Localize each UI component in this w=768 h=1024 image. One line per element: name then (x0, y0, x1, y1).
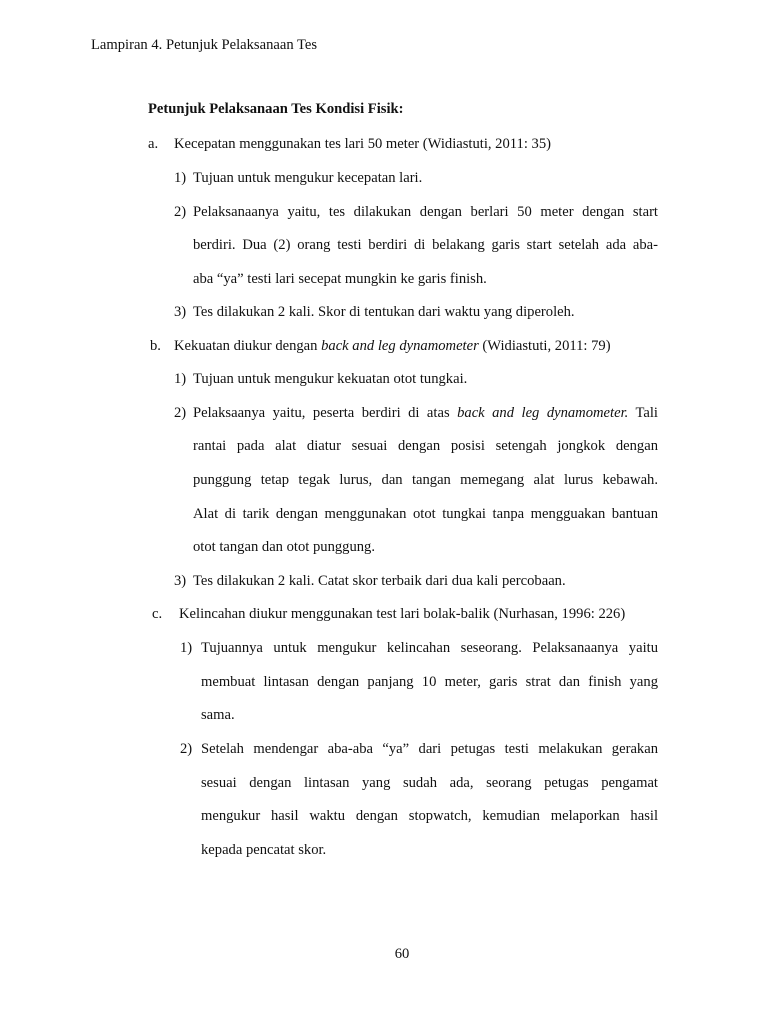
c-item-1-line-3: sama. (201, 707, 235, 723)
c-item-2-line-3: mengukur hasil waktu dengan stopwatch, kemudian melaporkan hasil (201, 808, 658, 824)
b-item-2-line-1-pre: Pelaksaanya yaitu, peserta berdiri di atas (193, 405, 458, 421)
section-b-heading (174, 337, 611, 355)
b-item-3-line: Tes dilakukan 2 kali. Catat skor terbaik dari dua kali percobaan. (193, 573, 566, 589)
c-item-1-marker: 1) (180, 640, 193, 656)
section-a-heading: Kecepatan menggunakan tes lari 50 meter (Widiastuti, 2011: 35) (174, 136, 551, 152)
section-b-marker: b. (150, 338, 161, 354)
b-item-1-marker: 1) (174, 371, 187, 387)
c-item-1-line-2: membuat lintasan dengan panjang 10 meter, garis strat dan finish yang (201, 674, 658, 690)
a-item-3-line: Tes dilakukan 2 kali. Skor di tentukan dari waktu yang diperoleh. (193, 304, 575, 320)
a-item-2-line-2: berdiri. Dua (2) orang testi berdiri di belakang garis start setelah ada aba- (193, 237, 658, 253)
b-item-2-line-3: punggung tetap tegak lurus, dan tangan memegang alat lurus kebawah. (193, 472, 658, 488)
b-item-2-line-5: otot tangan dan otot punggung. (193, 539, 375, 555)
a-item-2-line-1: Pelaksanaanya yaitu, tes dilakukan dengan berlari 50 meter dengan start (193, 204, 658, 220)
b-item-2-line-4: Alat di tarik dengan menggunakan otot tungkai tanpa mengguakan bantuan (193, 506, 658, 522)
b-item-2-line-1-em: back and leg dynamometer. (457, 405, 629, 421)
section-a-marker: a. (148, 136, 159, 152)
c-item-2-line-4: kepada pencatat skor. (201, 842, 327, 858)
section-b-heading-em: back and leg dynamometer (321, 338, 479, 354)
section-c-marker: c. (152, 606, 163, 622)
section-b-heading-pre: Kekuatan diukur dengan (174, 338, 322, 354)
page-number: 60 (394, 946, 410, 962)
c-item-2-line-2: sesuai dengan lintasan yang sudah ada, seorang petugas pengamat (201, 775, 658, 791)
section-title: Petunjuk Pelaksanaan Tes Kondisi Fisik: (148, 101, 404, 117)
a-item-3-marker: 3) (174, 304, 187, 320)
c-item-2-marker: 2) (180, 741, 193, 757)
c-item-2-line-1: Setelah mendengar aba-aba “ya” dari petugas testi melakukan gerakan (201, 741, 658, 757)
a-item-1-marker: 1) (174, 170, 187, 186)
b-item-1-line: Tujuan untuk mengukur kekuatan otot tungkai. (193, 371, 468, 387)
b-item-2-line-1 (193, 404, 658, 422)
b-item-2-line-2: rantai pada alat diatur sesuai dengan posisi setengah jongkok dengan (193, 438, 658, 454)
b-item-3-marker: 3) (174, 573, 187, 589)
b-item-2-line-1-post: Tali (628, 405, 658, 421)
b-item-2-marker: 2) (174, 405, 187, 421)
c-item-1-line-1: Tujuannya untuk mengukur kelincahan seseorang. Pelaksanaanya yaitu (201, 640, 658, 656)
a-item-1-line: Tujuan untuk mengukur kecepatan lari. (193, 170, 423, 186)
section-c-heading: Kelincahan diukur menggunakan test lari bolak-balik (Nurhasan, 1996: 226) (179, 606, 626, 622)
a-item-2-marker: 2) (174, 204, 187, 220)
section-b-heading-post: (Widiastuti, 2011: 79) (478, 338, 611, 354)
a-item-2-line-3: aba “ya” testi lari secepat mungkin ke garis finish. (193, 271, 487, 287)
running-header: Lampiran 4. Petunjuk Pelaksanaan Tes (91, 37, 318, 53)
